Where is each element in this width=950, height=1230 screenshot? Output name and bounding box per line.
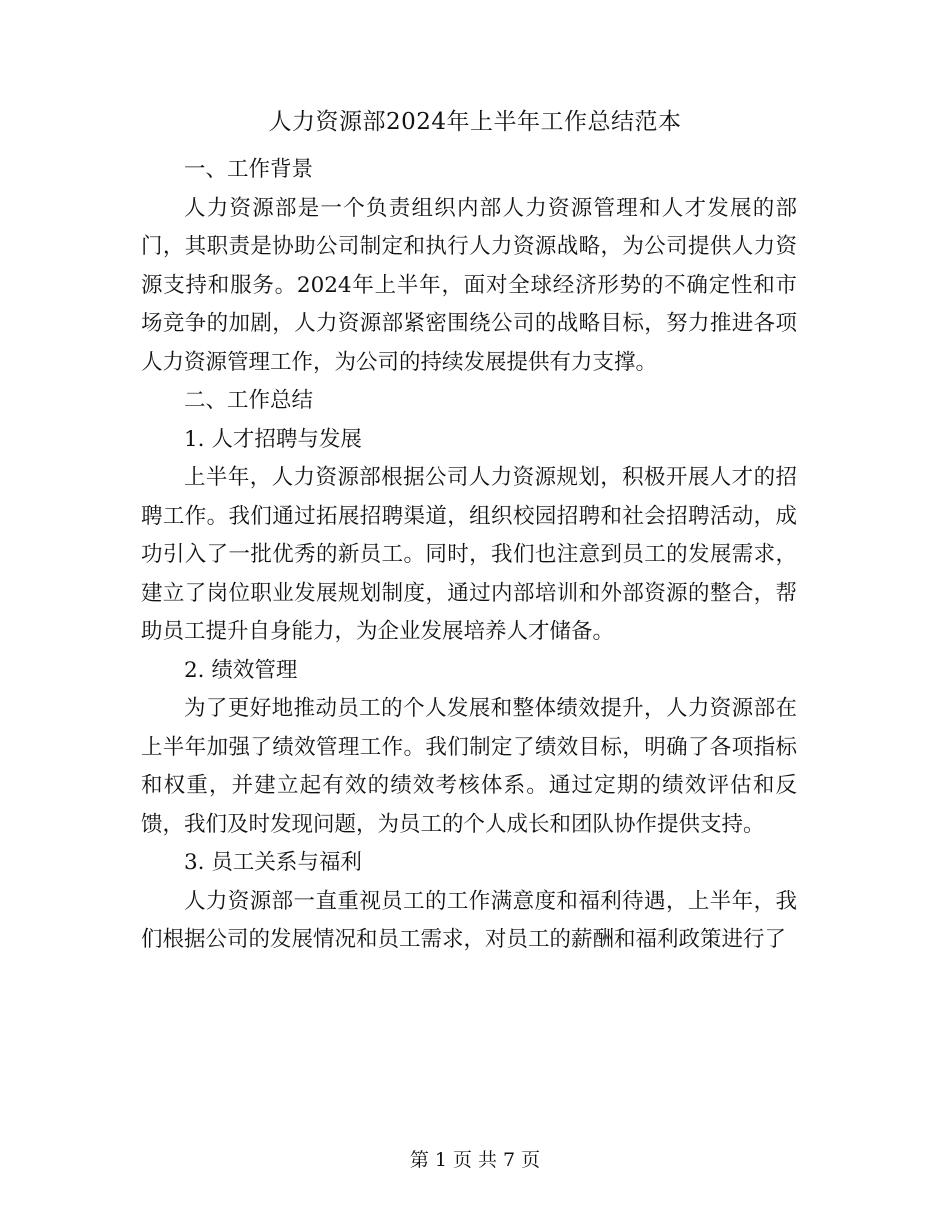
- subheading-employee-relations: 3. 员工关系与福利: [184, 850, 362, 875]
- document-title: 人力资源部2024年上半年工作总结范本: [268, 109, 682, 135]
- paragraph-background: 人力资源部是一个负责组织内部人力资源管理和人才发展的部门，其职责是协助公司制定和执行人力资源战略，为公司提供人力资源支持和服务。2024年上半年，面对全球经济形势的不确定性和市场竞争的加剧，人力资源部紧密围绕公司的战略目标，努力推进各项人力资源管理工作，为公司的持续发展提供有力支撑。: [141, 195, 797, 375]
- paragraph-performance: 为了更好地推动员工的个人发展和整体绩效提升，人力资源部在上半年加强了绩效管理工作。我们制定了绩效目标，明确了各项指标和权重，并建立起有效的绩效考核体系。通过定期的绩效评估和反馈，我们及时发现问题，为员工的个人成长和团队协作提供支持。: [141, 696, 797, 837]
- page-number-footer: 第 1 页 共 7 页: [409, 1149, 541, 1171]
- document-body: [141, 151, 797, 960]
- section-heading-summary: 二、工作总结: [184, 388, 314, 413]
- paragraph-employee-relations: 人力资源部一直重视员工的工作满意度和福利待遇，上半年，我们根据公司的发展情况和员工需求，对员工的薪酬和福利政策进行了: [141, 888, 797, 952]
- subheading-performance: 2. 绩效管理: [184, 657, 298, 683]
- subheading-recruitment: 1. 人才招聘与发展: [184, 426, 362, 452]
- paragraph-recruitment: 上半年，人力资源部根据公司人力资源规划，积极开展人才的招聘工作。我们通过拓展招聘渠道，组织校园招聘和社会招聘活动，成功引入了一批优秀的新员工。同时，我们也注意到员工的发展需求，建立了岗位职业发展规划制度，通过内部培训和外部资源的整合，帮助员工提升自身能力，为企业发展培养人才储备。: [141, 465, 797, 644]
- section-heading-background: 一、工作背景: [184, 157, 314, 182]
